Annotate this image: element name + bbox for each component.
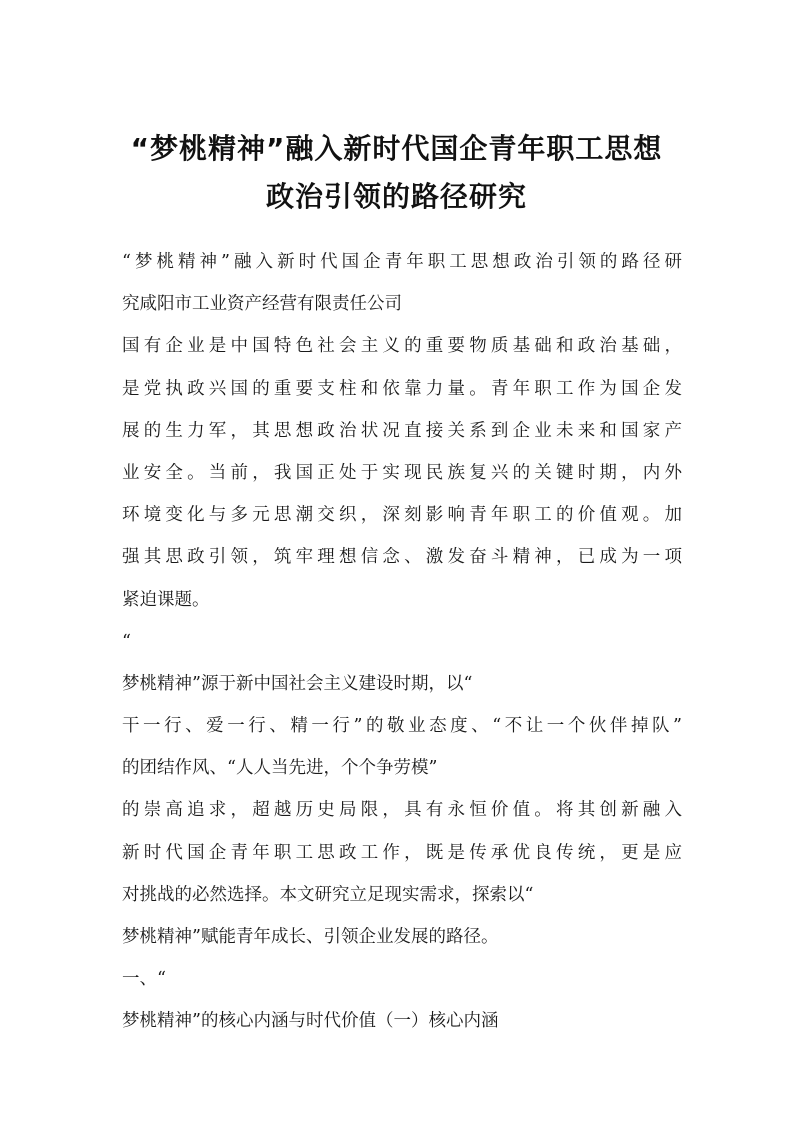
body-line: 业安全。当前，我国正处于实现民族复兴的关键时期，内外: [122, 462, 682, 483]
title-line-2: 政治引领的路径研究: [265, 180, 527, 213]
body-line: 的团结作风、“人人当先进，个个争劳模”: [122, 758, 438, 779]
body-line: 强其思政引领，筑牢理想信念、激发奋斗精神，已成为一项: [122, 547, 682, 568]
body-line: 展的生力军，其思想政治状况直接关系到企业未来和国家产: [122, 420, 682, 441]
body-line: 梦桃精神”源于新中国社会主义建设时期，以“: [122, 673, 473, 694]
document-body: [122, 241, 682, 1043]
body-line: 是党执政兴国的重要支柱和依靠力量。青年职工作为国企发: [122, 378, 682, 399]
document-title: [80, 125, 713, 221]
body-line: 新时代国企青年职工思政工作，既是传承优良传统，更是应: [122, 842, 682, 863]
body-line: 国有企业是中国特色社会主义的重要物质基础和政治基础，: [122, 336, 682, 357]
body-line: 梦桃精神”赋能青年成长、引领企业发展的路径。: [122, 927, 499, 947]
body-line: 究咸阳市工业资产经营有限责任公司: [122, 294, 402, 315]
body-line: 对挑战的必然选择。本文研究立足现实需求，探索以“: [122, 884, 534, 905]
body-line: 一、“: [122, 969, 166, 990]
title-line-1: “梦桃精神”融入新时代国企青年职工思想: [130, 132, 663, 165]
body-line: “: [122, 631, 131, 652]
body-line: 梦桃精神”的核心内涵与时代价值（一）核心内涵: [122, 1011, 499, 1032]
body-line: 干一行、爱一行、精一行”的敬业态度、“不让一个伙伴掉队”: [122, 716, 682, 737]
body-line: 环境变化与多元思潮交织，深刻影响青年职工的价值观。加: [122, 505, 682, 526]
body-line: 紧迫课题。: [122, 589, 210, 610]
body-line: “梦桃精神”融入新时代国企青年职工思想政治引领的路径研: [122, 252, 682, 272]
body-line: 的崇高追求，超越历史局限，具有永恒价值。将其创新融入: [122, 800, 682, 821]
